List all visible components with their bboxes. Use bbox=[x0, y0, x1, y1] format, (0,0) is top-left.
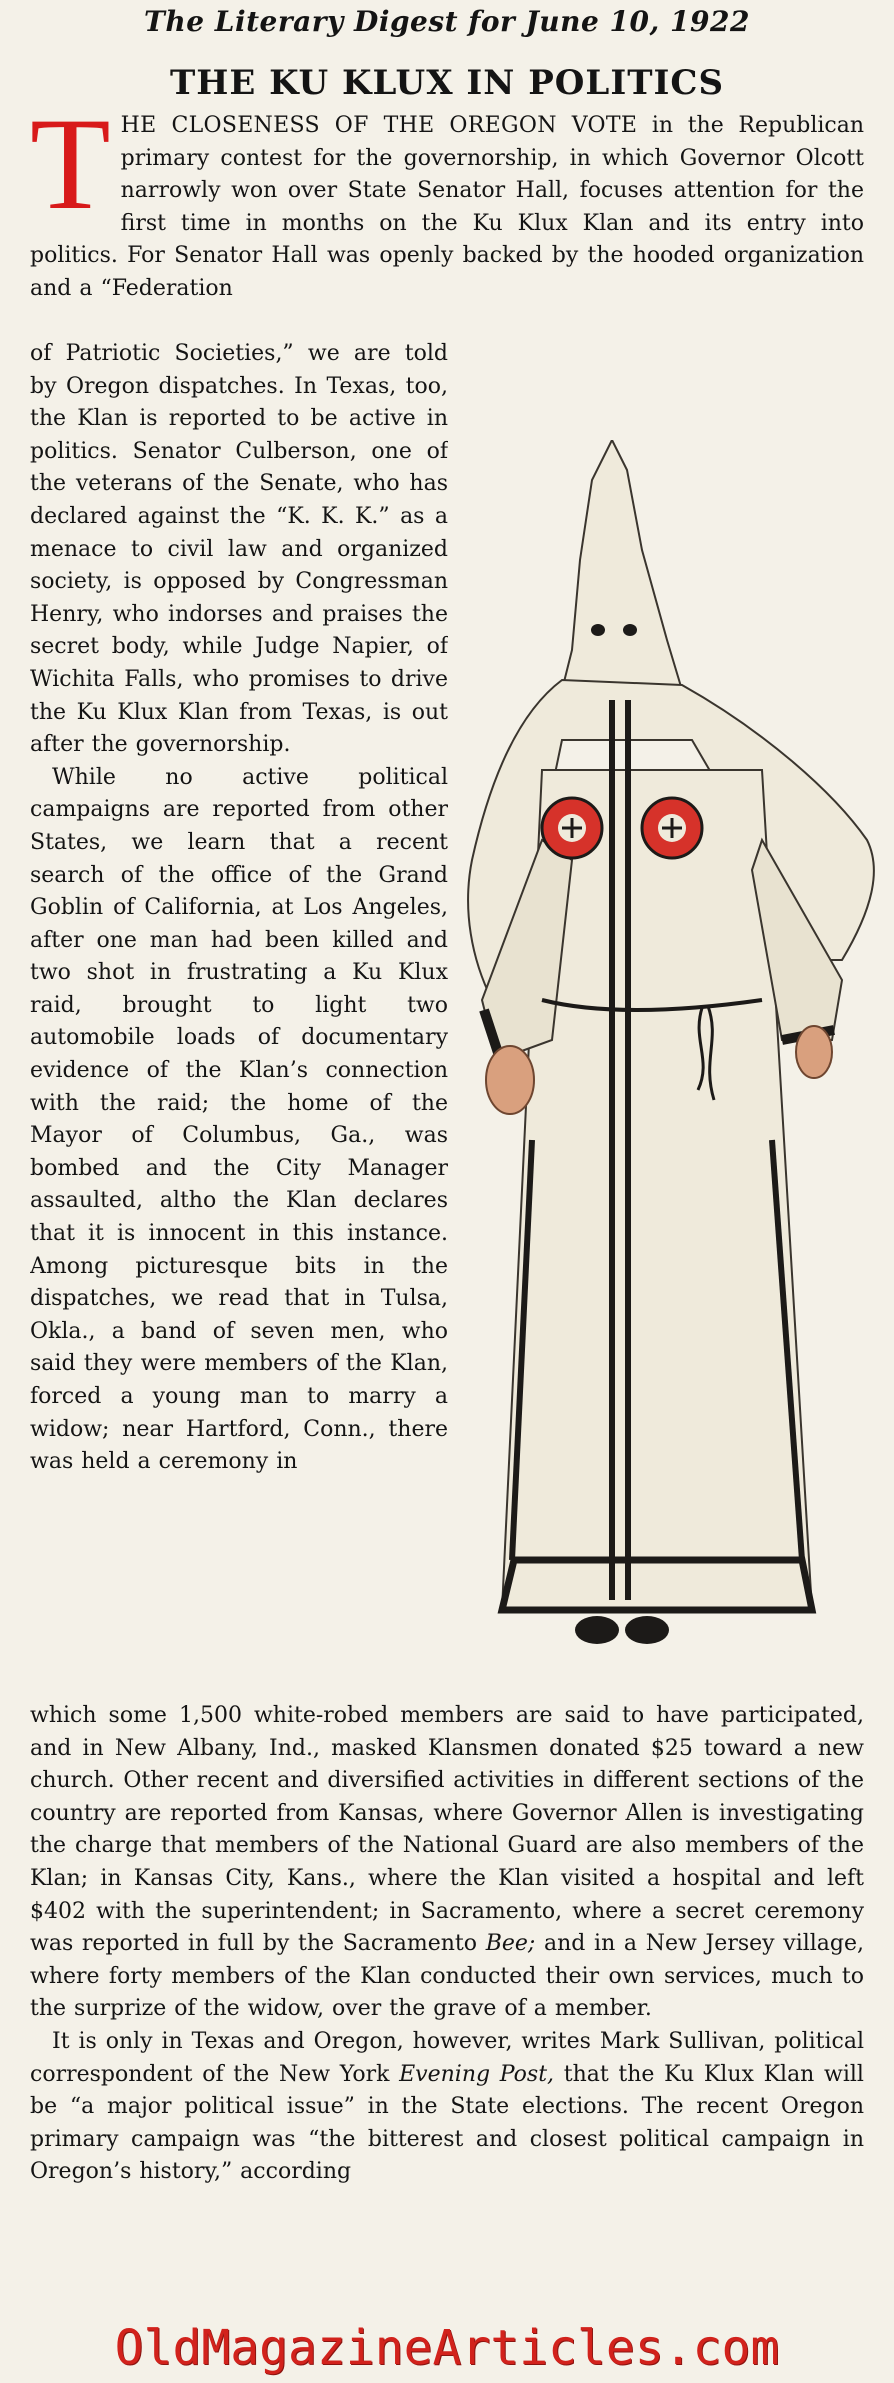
left-hand bbox=[486, 1046, 534, 1114]
bottom-paragraph-1 bbox=[30, 1700, 864, 2026]
bottom-p1-start: which some 1,500 white-robed members are said to have participated, and in New Albany, Ind., masked Klansmen donated $25 toward a new church. Other recent and diversified activities in different sections of the country are reported from Kansas, where Governor Allen is investigating the charge that members of the National Guard are also members of the Klan; in Kansas City, Kans., where the Klan visited a hospital and left $402 with the superintendent; in Sacramento, where a secret ceremony was reported in full by the Sacramento bbox=[30, 1703, 864, 1957]
klan-robe-illustration bbox=[462, 440, 892, 1660]
bottom-p1-end: and in a New Jersey village, where forty members of the Klan conducted their own services, much to the surprize of the widow, over the grave of a member. bbox=[30, 1931, 865, 2022]
column-text bbox=[30, 338, 448, 1479]
bottom-p2-end: that the Ku Klux Klan will be “a major political issue” in the State elections. The recent Oregon primary campaign was “the bitterest and closest political campaign in Oregon’s history,” according bbox=[30, 2061, 864, 2185]
right-shoe bbox=[625, 1616, 669, 1644]
narrow-column bbox=[30, 338, 448, 1698]
eye-hole-left bbox=[591, 624, 605, 636]
bottom-p2-start: It is only in Texas and Oregon, however, writes Mark Sullivan, political correspondent of the New York bbox=[30, 2028, 864, 2087]
right-hand bbox=[796, 1026, 832, 1078]
masthead: The Literary Digest for June 10, 1922 bbox=[144, 5, 750, 38]
lead-body: in the Republican primary contest for the governorship, in which Governor Olcott narrowly won over State Senator Hall, focuses attention for the first time in months on the Ku Klux Klan and its entry into politics. For Senator Hall was openly backed by the hooded organization and a “Federation bbox=[30, 113, 865, 301]
emblem-left bbox=[542, 798, 602, 858]
publication-evening-post: Evening Post, bbox=[399, 2061, 555, 2087]
lead-caps: HE CLOSENESS OF THE OREGON VOTE bbox=[120, 113, 638, 138]
site-watermark: OldMagazineArticles.com bbox=[114, 2320, 780, 2376]
headline: THE KU KLUX IN POLITICS bbox=[169, 63, 725, 103]
hood bbox=[562, 440, 682, 690]
left-shoe bbox=[575, 1616, 619, 1644]
full-width-text bbox=[30, 1700, 864, 2189]
bottom-paragraph-2 bbox=[30, 2026, 864, 2189]
lead-text bbox=[30, 90, 865, 306]
drop-cap: T bbox=[30, 90, 111, 237]
lead-paragraph bbox=[30, 90, 865, 306]
publication-bee: Bee; bbox=[485, 1931, 536, 1957]
column-paragraph-2: While no active political campaigns are reported from other States, we learn that a recent search of the office of the Grand Goblin of California, at Los Angeles, after one man had been killed and two shot in frustrating a Ku Klux raid, brought to light two automobile loads of documentary evidence of the Klan’s connection with the raid; the home of the Mayor of Columbus, Ga., was bombed and the City Manager assaulted, altho the Klan declares that it is innocent in this instance. Among picturesque bits in the dispatches, we read that in Tulsa, Okla., a band of seven men, who said they were members of the Klan, forced a young man to marry a widow; near Hartford, Conn., there was held a ceremony in bbox=[30, 764, 448, 1475]
eye-hole-right bbox=[623, 624, 637, 636]
emblem-right bbox=[642, 798, 702, 858]
column-paragraph-1: of Patriotic Societies,” we are told by Oregon dispatches. In Texas, too, the Klan is reported to be active in politics. Senator Culberson, one of the veterans of the Senate, who has declared against the “K. K. K.” as a menace to civil law and organized society, is opposed by Congressman Henry, who indorses and praises the secret body, while Judge Napier, of Wichita Falls, who promises to drive the Ku Klux Klan from Texas, is out after the governorship. bbox=[30, 341, 448, 758]
bottom-text bbox=[30, 1700, 864, 2189]
